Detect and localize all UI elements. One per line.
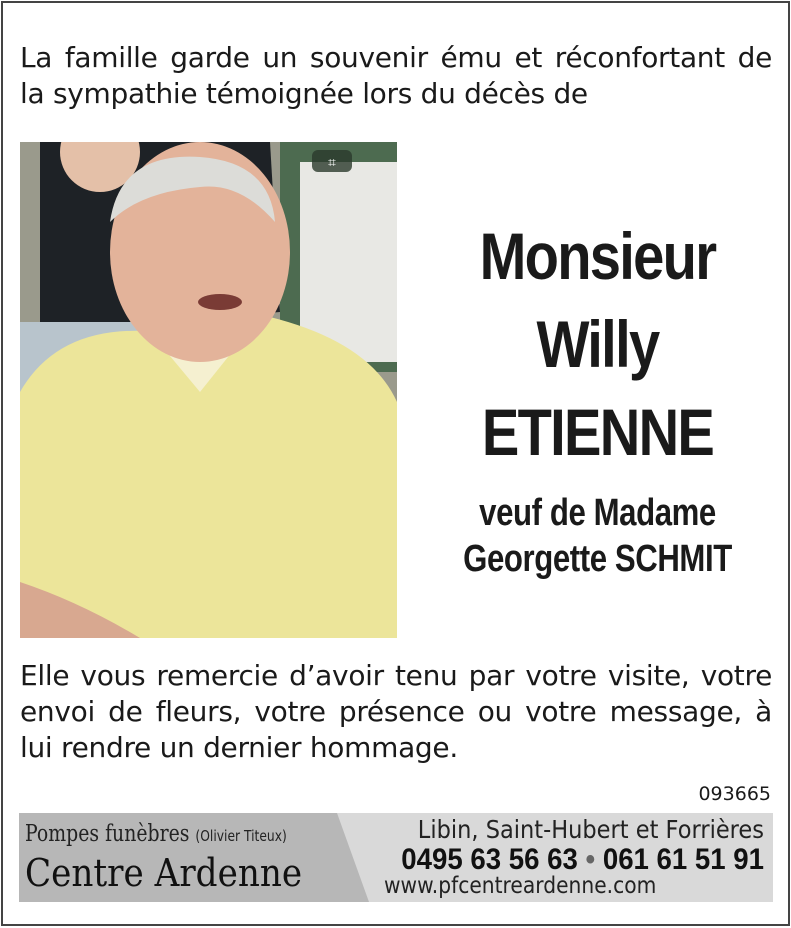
funeral-home-banner	[19, 813, 773, 902]
phone-2: 061 61 51 91	[602, 843, 764, 876]
name-title: Monsieur	[479, 219, 716, 293]
reference-number: 093665	[698, 783, 771, 805]
phone-1: 0495 63 56 63	[401, 843, 578, 876]
thanks-text: Elle vous remercie d’avoir tenu par votre visite, votre envoi de fleurs, votre présence ou votre message, à lui rendre un dernier hommage.	[20, 659, 772, 764]
pompes-funebres-label: Pompes funèbres	[25, 821, 190, 847]
widow-line-1: veuf de Madame	[479, 492, 716, 534]
funeral-home-line	[25, 821, 287, 847]
phone-numbers	[401, 843, 764, 877]
widow-of	[452, 490, 743, 582]
owner-label: (Olivier Titeux)	[195, 827, 287, 845]
intro-text: La famille garde un souvenir ému et réconfortant de la sympathie témoignée lors du décès de	[20, 41, 772, 110]
widow-line-2: Georgette SCHMIT	[463, 538, 732, 580]
locations: Libin, Saint-Hubert et Forrières	[417, 815, 764, 844]
website-link[interactable]: www.pfcentreardenne.com	[384, 873, 657, 899]
funeral-home-name: Centre Ardenne	[25, 851, 303, 895]
name-first: Willy	[536, 307, 659, 381]
name-last: ETIENNE	[481, 395, 714, 469]
portrait-photo	[20, 142, 397, 638]
phone-separator: •	[585, 843, 596, 876]
crop-icon: ⌗	[328, 155, 336, 171]
deceased-name	[447, 212, 749, 476]
